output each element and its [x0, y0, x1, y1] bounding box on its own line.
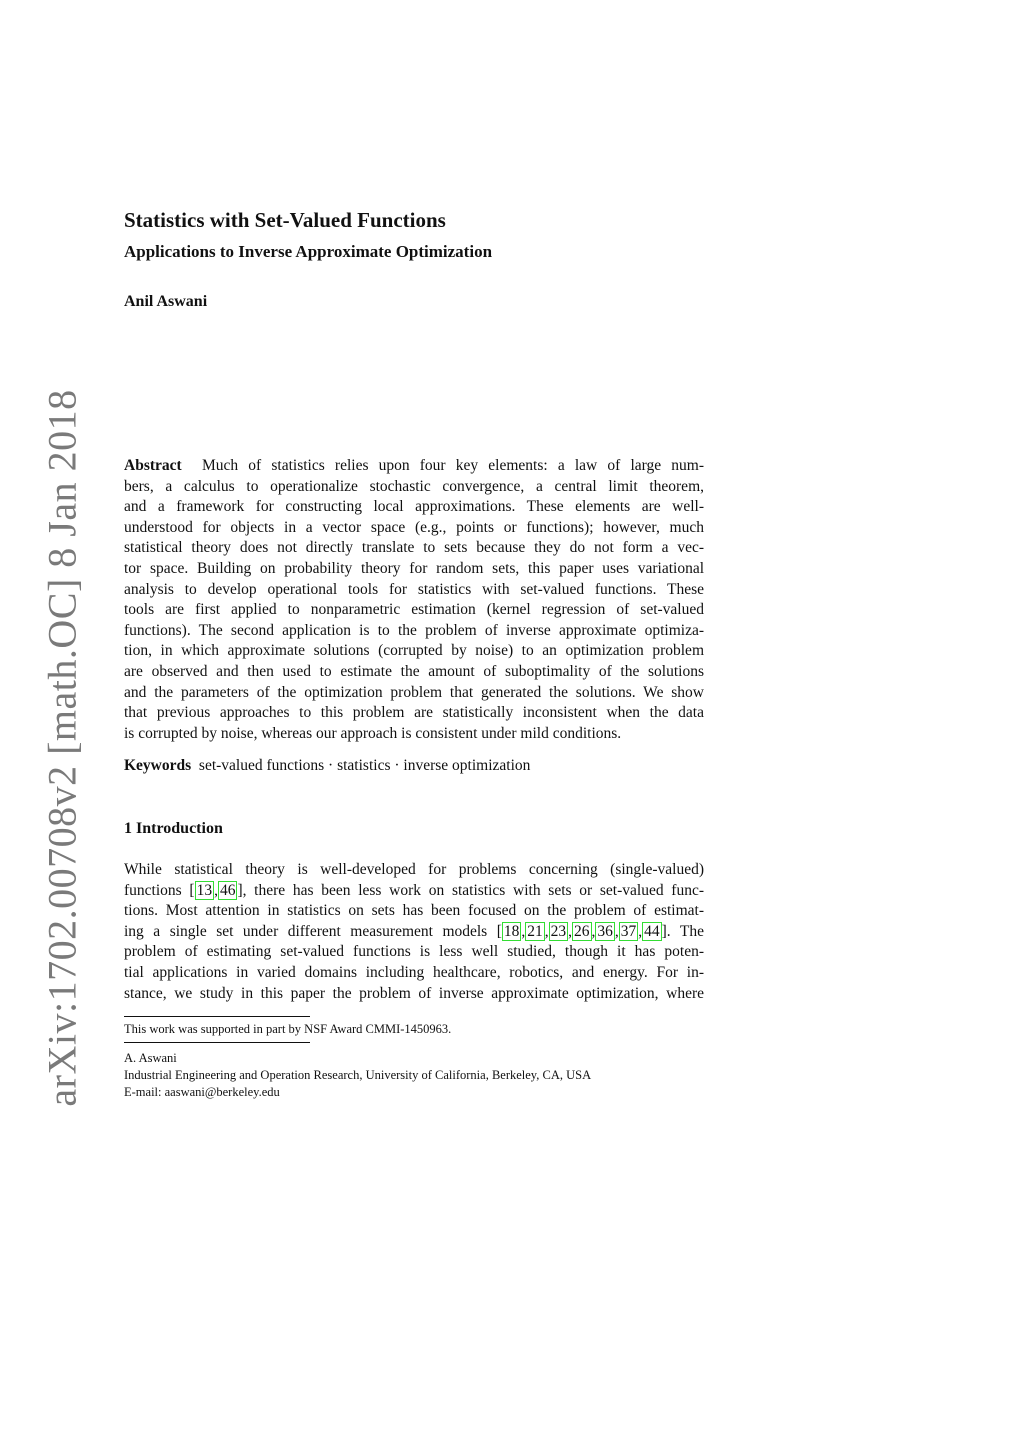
abstract-line: understood for objects in a vector space (e.g., points or functions); however, much	[124, 518, 704, 536]
citation-link[interactable]: 37	[620, 922, 637, 940]
citation-link[interactable]: 46	[219, 881, 236, 899]
abstract-line: tion, in which approximate solutions (corrupted by noise) to an optimization problem	[124, 642, 704, 660]
abstract-line: and the parameters of the optimization problem that generated the solutions. We show	[124, 683, 704, 701]
intro-line: problem of estimating set-valued functions is less well studied, though it has poten-	[124, 943, 704, 961]
citation-link[interactable]: 36	[597, 922, 613, 940]
abstract-line: tor space. Building on probability theory for random sets, this paper uses variational	[124, 559, 704, 577]
section-number: 1	[124, 820, 132, 837]
citation-link[interactable]: 23	[550, 922, 567, 940]
abstract-line: Abstract Much of statistics relies upon four key elements: a law of large num-	[124, 457, 705, 474]
keywords-line	[124, 756, 704, 777]
footnote-rule	[124, 1016, 310, 1017]
abstract-line: is corrupted by noise, whereas our approach is consistent under mild conditions.	[124, 724, 622, 742]
affiliation-email: E-mail: aaswani@berkeley.edu	[124, 1085, 280, 1099]
abstract-line: are observed and then used to estimate the amount of suboptimality of the solutions	[124, 662, 704, 680]
abstract-line: tools are first applied to nonparametric estimation (kernel regression of set-valued	[124, 601, 704, 619]
abstract-line: that previous approaches to this problem are statistically inconsistent when the data	[124, 704, 704, 722]
abstract-line: bers, a calculus to operationalize stochastic convergence, a central limit theorem,	[124, 477, 704, 495]
intro-line: stance, we study in this paper the problem of inverse approximate optimization, where	[124, 984, 704, 1002]
keywords-text: set-valued functions · statistics · inverse optimization	[198, 757, 531, 774]
abstract-label: Abstract	[124, 457, 182, 474]
section-title: Introduction	[136, 820, 223, 837]
author-name: Anil Aswani	[124, 293, 208, 310]
affiliation-block	[124, 1050, 591, 1101]
arxiv-stamp: arXiv:1702.00708v2 [math.OC] 8 Jan 2018	[39, 389, 85, 1107]
intro-line: While statistical theory is well-developed for problems concerning (single-valued)	[124, 861, 704, 878]
affiliation-name: A. Aswani	[124, 1051, 177, 1065]
abstract	[124, 456, 704, 744]
intro-line: functions [ 13 , 46 ], there has been less work on statistics with sets or set-valued func-	[124, 881, 704, 899]
abstract-line: analysis to develop operational tools for statistics with set-valued functions. These	[124, 580, 704, 598]
affiliation-rule	[124, 1042, 310, 1043]
paper-subtitle: Applications to Inverse Approximate Optimization	[124, 242, 493, 261]
citation-link[interactable]: 13	[196, 881, 213, 899]
intro-line: tial applications in varied domains including healthcare, robotics, and energy. For in-	[124, 963, 704, 981]
paper-title: Statistics with Set-Valued Functions	[124, 208, 446, 232]
abstract-line: statistical theory does not directly translate to sets because they do not form a vec-	[124, 539, 704, 557]
keywords	[124, 756, 704, 777]
intro-paragraph	[124, 860, 704, 1004]
abstract-line: functions). The second application is to the problem of inverse approximate optimiza-	[124, 621, 704, 639]
abstract-line: and a framework for constructing local approximations. These elements are well-	[124, 498, 704, 516]
citation-link[interactable]: 18	[503, 922, 520, 940]
affiliation-department: Industrial Engineering and Operation Research, University of California, Berkeley, CA, USA	[124, 1068, 592, 1082]
keywords-label: Keywords	[124, 757, 192, 774]
footnote-support: This work was supported in part by NSF Award CMMI-1450963.	[124, 1022, 452, 1036]
intro-line: tions. Most attention in statistics on sets has been focused on the problem of estimat-	[124, 902, 704, 920]
citation-link[interactable]: 26	[574, 922, 590, 940]
citation-link[interactable]: 21	[527, 922, 543, 940]
citation-link[interactable]: 44	[644, 922, 660, 940]
intro-line: ing a single set under different measurement models [ 18 , 21 , 23 , 26 , 36 , 37 , 44 ]. The	[124, 922, 704, 940]
section-heading	[124, 820, 223, 838]
